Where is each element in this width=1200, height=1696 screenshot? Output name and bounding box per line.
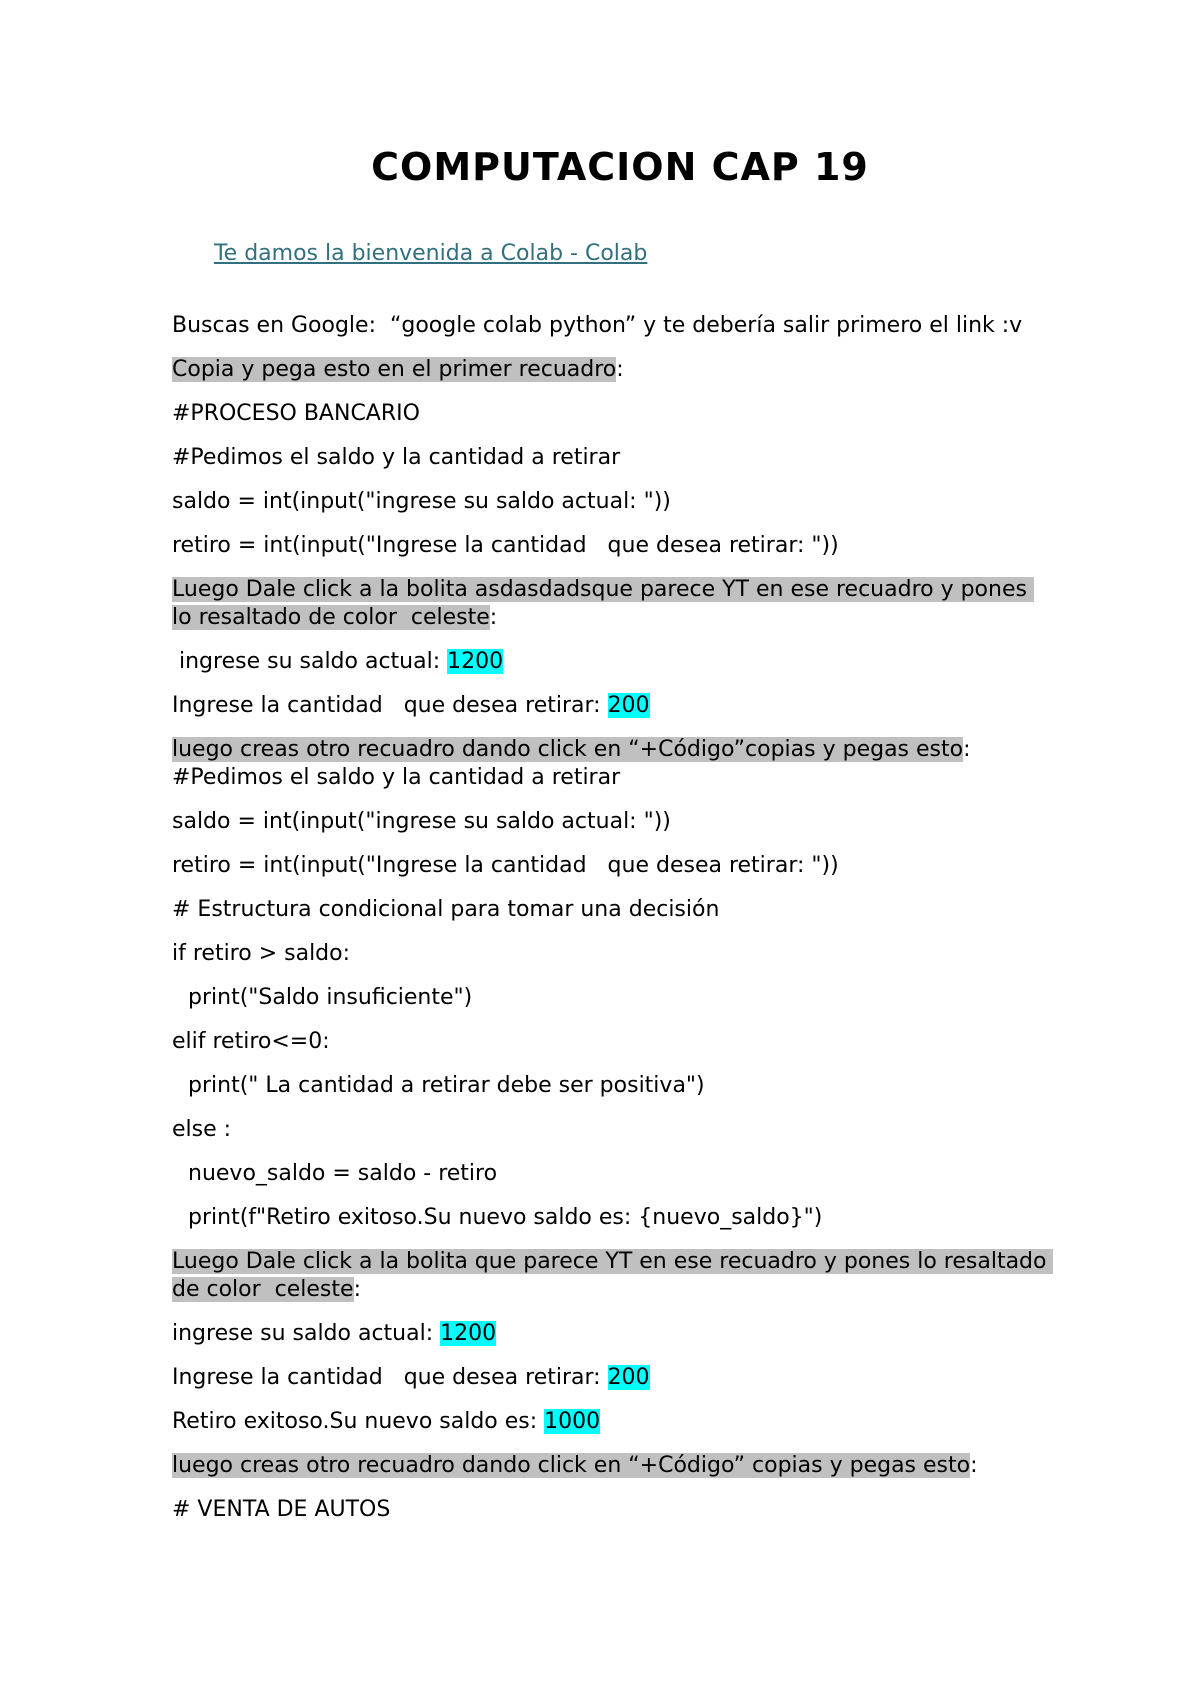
code-line: saldo = int(input("ingrese su saldo actual: "))	[172, 809, 671, 834]
code-line: #PROCESO BANCARIO	[172, 401, 420, 426]
code-line: print(f"Retiro exitoso.Su nuevo saldo es: {nuevo_saldo}")	[188, 1205, 823, 1230]
output-line	[172, 648, 1052, 676]
instruction-colon: :	[353, 1277, 361, 1302]
output-line	[172, 1364, 1052, 1392]
output-label: Ingrese la cantidad que desea retirar:	[172, 1365, 608, 1390]
code-line: print("Saldo insuficiente")	[188, 985, 473, 1010]
code-line: retiro = int(input("Ingrese la cantidad que desea retirar: "))	[172, 853, 839, 878]
instruction-colon: :	[489, 605, 498, 630]
instruction-highlight: luego creas otro recuadro dando click en “+Código”copias y pegas esto	[172, 737, 964, 762]
output-value: 1200	[447, 649, 504, 674]
document-content	[172, 140, 1052, 1540]
code-line: else :	[172, 1117, 232, 1142]
intro-paragraph: Buscas en Google: “google colab python” y te debería salir primero el link :v	[172, 313, 1023, 338]
instruction-run-cell	[172, 576, 1052, 632]
instruction-highlight: luego creas otro recuadro dando click en “+Código” copias y pegas esto	[172, 1453, 971, 1478]
output-label: Retiro exitoso.Su nuevo saldo es:	[172, 1409, 545, 1434]
document-title: COMPUTACION CAP 19	[371, 145, 869, 189]
output-value: 1200	[440, 1321, 497, 1346]
code-line: if retiro > saldo:	[172, 941, 351, 966]
output-label: Ingrese la cantidad que desea retirar:	[172, 693, 608, 718]
colab-link-paragraph	[172, 212, 1052, 296]
output-line	[172, 1408, 1052, 1436]
code-line: saldo = int(input("ingrese su saldo actual: "))	[172, 489, 671, 514]
instruction-highlight: Copia y pega esto en el primer recuadro	[172, 357, 617, 382]
instruction-new-cell	[172, 1452, 1052, 1480]
instruction-copy-paste	[172, 356, 1052, 384]
code-line: #Pedimos el saldo y la cantidad a retirar	[172, 445, 621, 470]
output-label: ingrese su saldo actual:	[172, 649, 448, 674]
code-line: elif retiro<=0:	[172, 1029, 330, 1054]
instruction-colon: :	[970, 1453, 978, 1478]
code-line: print(" La cantidad a retirar debe ser positiva")	[188, 1073, 705, 1098]
instruction-highlight: Luego Dale click a la bolita que parece YT en ese recuadro y pones lo resaltado de color celeste	[172, 1249, 1054, 1302]
code-line: nuevo_saldo = saldo - retiro	[188, 1161, 498, 1186]
code-line: # VENTA DE AUTOS	[172, 1497, 391, 1522]
colab-link[interactable]: Te damos la bienvenida a Colab - Colab	[213, 241, 648, 266]
output-label: ingrese su saldo actual:	[172, 1321, 441, 1346]
instruction-colon: :	[963, 737, 971, 762]
output-line	[172, 692, 1052, 720]
code-line: # Estructura condicional para tomar una decisión	[172, 897, 720, 922]
output-value: 1000	[544, 1409, 601, 1434]
output-line	[172, 1320, 1052, 1348]
output-value: 200	[607, 1365, 650, 1390]
code-line: retiro = int(input("Ingrese la cantidad que desea retirar: "))	[172, 533, 839, 558]
output-value: 200	[607, 693, 650, 718]
instruction-highlight: Luego Dale click a la bolita asdasdadsque parece YT en ese recuadro y pones lo resaltado de color celeste	[172, 577, 1034, 630]
code-line: #Pedimos el saldo y la cantidad a retirar	[172, 765, 621, 790]
instruction-colon: :	[616, 357, 624, 382]
instruction-run-cell	[172, 1248, 1052, 1304]
instruction-new-cell	[172, 736, 1052, 764]
